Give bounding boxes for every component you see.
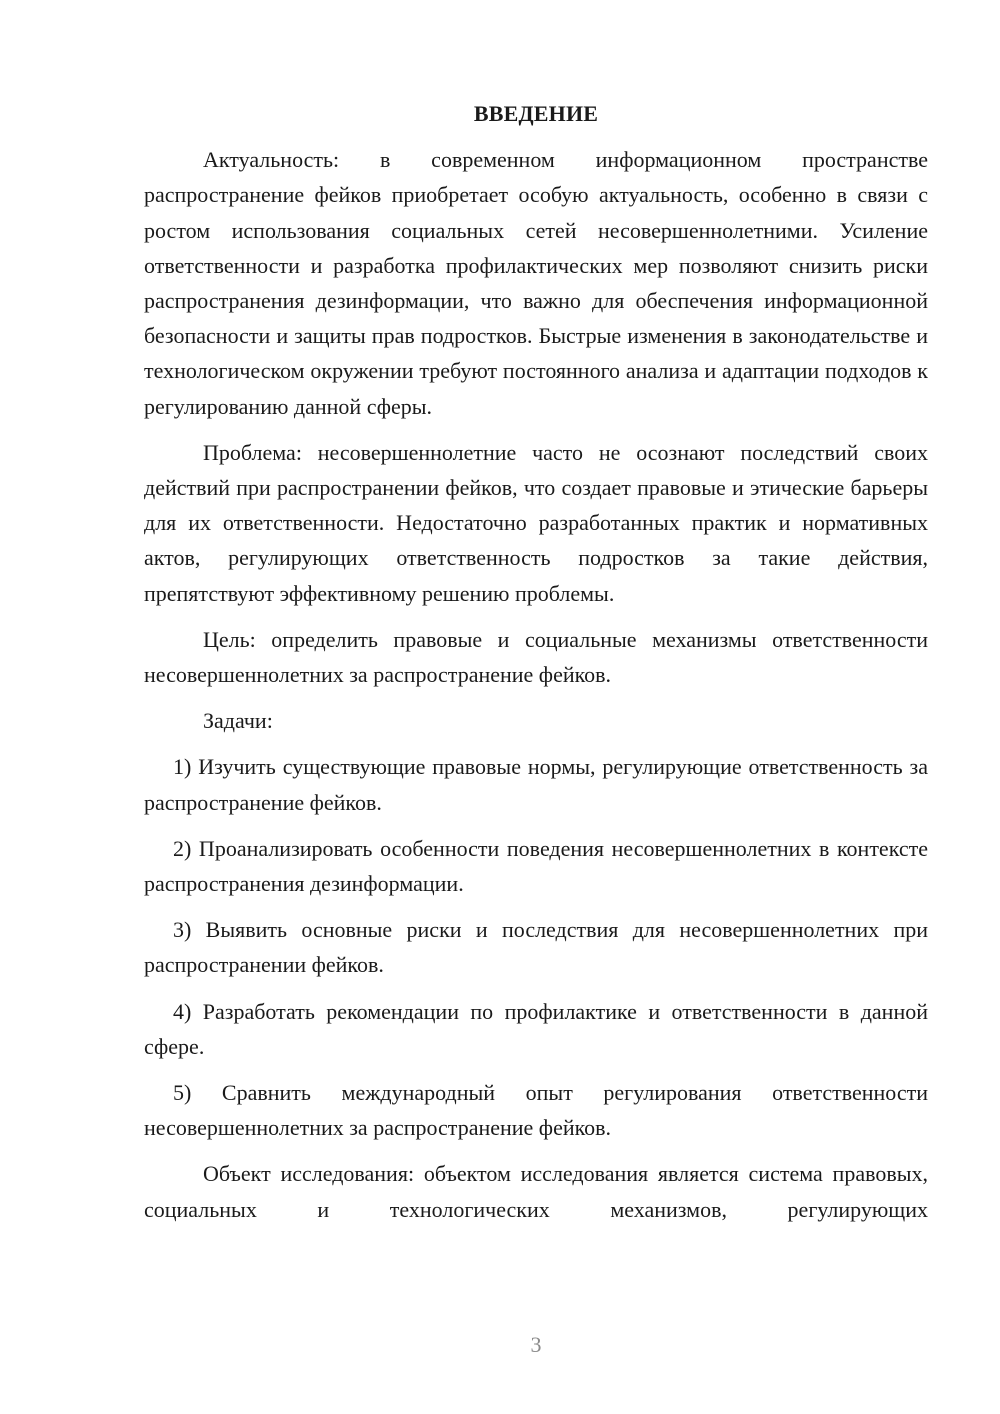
paragraph-goal: Цель: определить правовые и социальные механизмы ответственности несовершеннолетних за распространение фейков. — [144, 626, 928, 688]
task-item-5: 5) Сравнить международный опыт регулирования ответственности несовершеннолетних за распространение фейков. — [144, 1080, 928, 1141]
task-item-4: 4) Разработать рекомендации по профилактике и ответственности в данной сфере. — [144, 998, 928, 1059]
page-title: ВВЕДЕНИЕ — [473, 101, 599, 126]
task-item-3: 3) Выявить основные риски и последствия для несовершеннолетних при распространении фейков. — [144, 917, 928, 978]
page-content — [144, 96, 928, 1226]
paragraph-problem: Проблема: несовершеннолетние часто не осознают последствий своих действий при распространении фейков, что создает правовые и этические барьеры для их ответственности. Недостаточно разработанных практик и нормативных актов, регулирующих ответственность подростков за такие действия, препятствуют эффективному решению проблемы. — [144, 439, 928, 606]
tasks-label: Задачи: — [203, 708, 273, 734]
task-item-2: 2) Проанализировать особенности поведения несовершеннолетних в контексте распространения дезинформации. — [144, 835, 928, 897]
paragraph-relevance: Актуальность: в современном информационном пространстве распространение фейков приобретает особую актуальность, особенно в связи с ростом использования социальных сетей несовершеннолетними. Усиление ответственности и разработка профилактических мер позволяют снизить риски распространения дезинформации, что важно для обеспечения информационной безопасности и защиты прав подростков. Быстрые изменения в законодательстве и технологическом окружении требуют постоянного анализа и адаптации подходов к регулированию данной сферы. — [144, 147, 928, 419]
page-number: 3 — [530, 1332, 542, 1357]
paragraph-object: Объект исследования: объектом исследования является система правовых, социальных и технологических механизмов, регулирующих — [144, 1161, 928, 1222]
task-item-1: 1) Изучить существующие правовые нормы, регулирующие ответственность за распространение фейков. — [144, 754, 928, 815]
